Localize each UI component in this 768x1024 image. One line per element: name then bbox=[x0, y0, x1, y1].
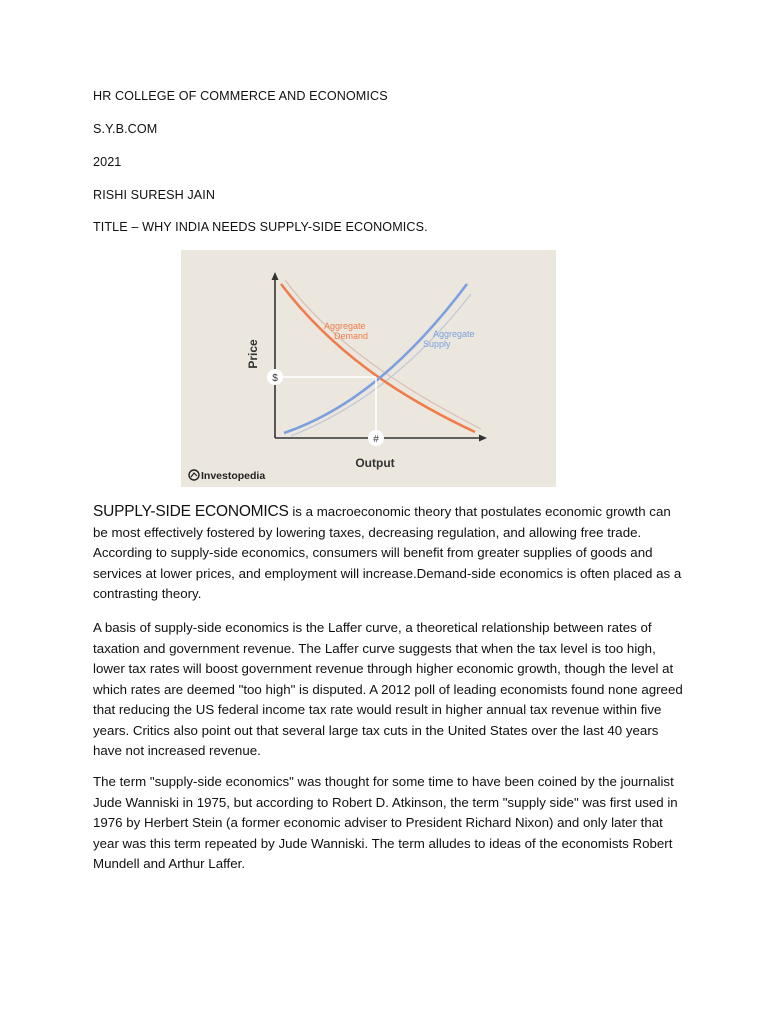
demand-label-line2: Demand bbox=[334, 331, 369, 341]
document-title: TITLE – WHY INDIA NEEDS SUPPLY-SIDE ECONOMICS. bbox=[93, 220, 428, 234]
year: 2021 bbox=[93, 155, 122, 169]
paragraph-2: A basis of supply-side economics is the Laffer curve, a theoretical relationship between rates of taxation and government revenue. The Laffer curve suggests that when the tax level is too high, lower tax rates will boost government revenue through higher economic growth, though the level at which rates are deemed "too high" is disputed. A 2012 poll of leading economists found none agreed that reducing the US federal income tax rate would result in higher annual tax revenue within five years. Critics also point out that several large tax cuts in the United States over the last 40 years have not increased revenue. bbox=[93, 620, 683, 758]
paragraph-1-text: is a macroeconomic theory that postulates economic growth can be most effectively fostered by lowering taxes, decreasing regulation, and allowing free trade. According to supply-side economics, consumers will benefit from greater supplies of goods and services at lower prices, and employment will increase.Demand-side economics is often placed as a contrasting theory. bbox=[93, 504, 682, 601]
paragraph-3: The term "supply-side economics" was thought for some time to have been coined by the journalist Jude Wanniski in 1975, but according to Robert D. Atkinson, the term "supply side" was first used in 1976 by Herbert Stein (a former economic adviser to President Richard Nixon) and only later that year was this term repeated by Jude Wanniski. The term alludes to ideas of the economists Robert Mundell and Arthur Laffer. bbox=[93, 774, 678, 871]
supply-label-line1: Aggregate bbox=[433, 329, 475, 339]
demand-label-line1: Aggregate bbox=[324, 321, 366, 331]
supply-demand-diagram bbox=[181, 250, 556, 487]
supply-demand-figure bbox=[181, 250, 556, 487]
x-axis-label: Output bbox=[355, 456, 395, 470]
y-axis-label: Price bbox=[246, 339, 260, 369]
investopedia-logo bbox=[189, 470, 265, 482]
investopedia-brand: Investopedia bbox=[201, 470, 266, 482]
supply-label-line2: Supply bbox=[423, 339, 451, 349]
college-name: HR COLLEGE OF COMMERCE AND ECONOMICS bbox=[93, 89, 388, 103]
output-marker: # bbox=[373, 434, 379, 445]
paragraph-1-lead: SUPPLY-SIDE ECONOMICS bbox=[93, 503, 289, 520]
author-name: RISHI SURESH JAIN bbox=[93, 188, 216, 202]
course-name: S.Y.B.COM bbox=[93, 122, 158, 136]
price-marker: $ bbox=[272, 373, 278, 384]
paragraph-1 bbox=[93, 502, 683, 605]
